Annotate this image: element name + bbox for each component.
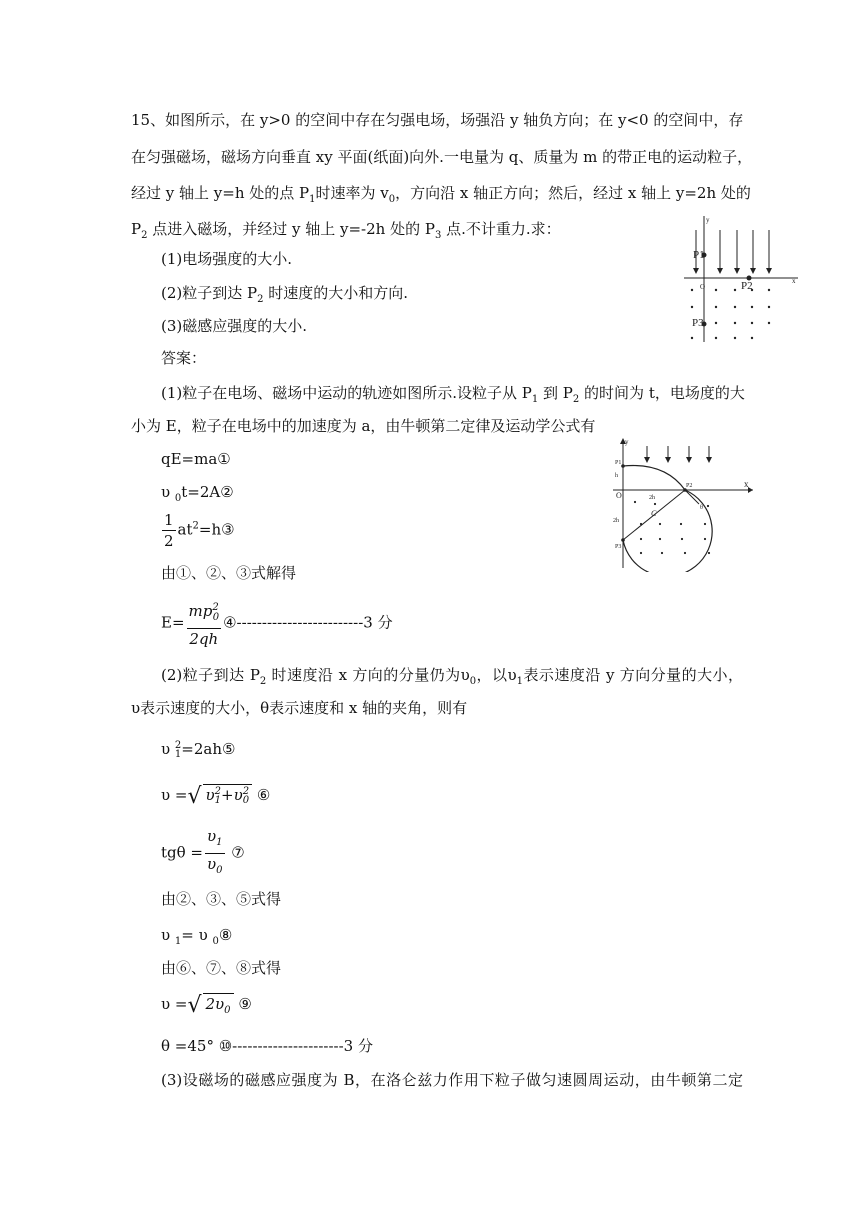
superscript: 2 xyxy=(214,786,221,797)
subscript: 0 xyxy=(224,1005,231,1016)
equation-3 xyxy=(160,510,235,551)
equation-1: qE=ma① xyxy=(161,450,231,468)
text: υ = xyxy=(161,995,188,1013)
subscript: 3 xyxy=(434,230,442,241)
question-1: (1)电场强度的大小. xyxy=(161,250,293,268)
problem-line-3 xyxy=(131,183,751,210)
answer-label: 答案： xyxy=(161,349,207,367)
equation-9 xyxy=(161,993,252,1021)
label-p2: P2 xyxy=(686,483,693,489)
label-center: C xyxy=(651,509,657,518)
question-3: (3)磁感应强度的大小. xyxy=(161,317,308,335)
text: 时速率为 v xyxy=(315,184,389,202)
problem-line-4 xyxy=(131,219,561,246)
solve-step-1: 由①、②、③式解得 xyxy=(161,564,297,582)
equation-2 xyxy=(161,482,234,509)
answer-1-line-2: 小为 E，粒子在电场中的加速度为 a，由牛顿第二定律及运动学公式有 xyxy=(131,417,596,435)
numerator xyxy=(205,826,225,854)
text: υ xyxy=(161,740,175,758)
superscript: 2 xyxy=(212,602,219,613)
text: =h③ xyxy=(198,520,235,539)
subscript: 1 xyxy=(309,194,316,205)
text: +υ xyxy=(221,786,243,804)
subscript: 0 xyxy=(469,676,477,687)
answer-3-line-1: (3)设磁场的磁感应强度为 B，在洛仑兹力作用下粒子做匀速圆周运动，由牛顿第二定 xyxy=(161,1071,743,1089)
label-origin: O xyxy=(700,283,706,291)
subscript: 1 xyxy=(216,837,223,848)
text: υ xyxy=(207,827,217,845)
label-p1: P1 xyxy=(693,249,705,261)
text: = υ xyxy=(181,926,213,944)
text: at xyxy=(177,520,193,539)
text: 在匀强磁场，磁场方向垂直 xy 平面(纸面)向外.一电量为 q、质量为 m 的带正电的运动粒子， xyxy=(131,148,753,166)
subscript: 2 xyxy=(259,676,267,687)
text: tgθ = xyxy=(161,843,203,862)
text: υ xyxy=(161,483,175,501)
text: (2)粒子到达 P xyxy=(161,284,258,302)
subscript: 0 xyxy=(242,795,250,806)
subscript: 0 xyxy=(174,493,182,504)
answer-1-line-1 xyxy=(161,383,743,410)
subscript: 1 xyxy=(214,795,221,806)
text: 表示速度沿 y 方向分量的大小， xyxy=(523,666,744,684)
text: ⑧ xyxy=(218,926,233,944)
label-y: y xyxy=(706,216,710,224)
text: 经过 y 轴上 y=h 处的点 P xyxy=(131,184,310,202)
subscript: 1 xyxy=(531,394,539,405)
solve-step-2: 由②、③、⑤式得 xyxy=(161,890,282,908)
figure-field-diagram xyxy=(680,212,800,344)
label-origin: O xyxy=(616,491,622,500)
label-x: x xyxy=(792,277,796,285)
equation-8 xyxy=(161,925,232,952)
label-theta: θ xyxy=(700,505,703,511)
label-p1: P1 xyxy=(615,460,622,466)
text: 15、如图所示，在 y>0 的空间中存在匀强电场，场强沿 y 轴负方向；在 y<0 的空间中，存 xyxy=(131,111,744,129)
superscript: 2 xyxy=(242,786,250,797)
fraction xyxy=(205,826,225,881)
subscript: 0 xyxy=(212,936,219,947)
label-p2: P2 xyxy=(741,280,753,292)
text: t=2A② xyxy=(181,483,234,501)
text: (2)粒子到达 P xyxy=(161,666,260,684)
text: 的时间为 t，电场度的大 xyxy=(579,384,745,402)
text: ⑦ xyxy=(226,843,245,862)
text: 时速度的大小和方向. xyxy=(263,284,409,302)
numerator xyxy=(187,598,222,629)
numerator: 1 xyxy=(164,511,174,529)
label-2h-vertical: 2h xyxy=(613,518,619,524)
label-y: y xyxy=(625,438,629,446)
question-2 xyxy=(161,283,408,310)
superscript: 2 xyxy=(192,520,199,532)
answer-2-line-2: υ表示速度的大小，θ表示速度和 x 轴的夹角，则有 xyxy=(131,699,468,717)
subscript: 1 xyxy=(174,936,182,947)
label-2h-horizontal: 2h xyxy=(649,495,655,501)
equation-7 xyxy=(161,826,245,881)
radical-sign: √ xyxy=(187,784,202,809)
equation-6 xyxy=(161,784,270,807)
label-x: x xyxy=(744,479,749,489)
text: υ = xyxy=(161,786,188,804)
text: P xyxy=(131,220,142,238)
solve-step-3: 由⑥、⑦、⑧式得 xyxy=(161,959,282,977)
text: 点进入磁场，并经过 y 轴上 y=-2h 处的 P xyxy=(147,220,435,238)
label-p3: P3 xyxy=(615,544,622,550)
subscript: 2 xyxy=(572,394,580,405)
radicand xyxy=(203,784,253,805)
equation-10: θ =45° ⑩----------------------3 分 xyxy=(161,1037,373,1055)
radicand xyxy=(203,993,234,1021)
fraction xyxy=(187,598,222,649)
text: 到 P xyxy=(538,384,573,402)
text: ，方向沿 x 轴正方向；然后，经过 x 轴上 y=2h 处的 xyxy=(395,184,751,202)
text: υ xyxy=(205,786,215,804)
label-h: h xyxy=(615,473,618,479)
equation-4 xyxy=(161,598,393,649)
figure-trajectory-diagram xyxy=(605,432,755,572)
subscript: 2 xyxy=(141,230,148,241)
text: υ xyxy=(161,926,175,944)
denominator xyxy=(205,854,225,881)
text: ④-------------------------3 分 xyxy=(223,613,393,632)
text: 2υ xyxy=(205,995,225,1013)
fraction xyxy=(162,510,176,551)
subscript: 0 xyxy=(212,612,220,623)
text: υ xyxy=(207,855,217,873)
text: ，以υ xyxy=(476,666,517,684)
text: 点.不计重力.求： xyxy=(441,220,561,238)
denominator: 2 xyxy=(164,532,174,550)
text: E= xyxy=(161,613,185,632)
text: 时速度沿 x 方向的分量仍为υ xyxy=(266,666,470,684)
text: ⑨ xyxy=(233,995,252,1013)
problem-line-1 xyxy=(131,110,743,130)
script xyxy=(243,787,249,805)
text: (1)粒子在电场、磁场中运动的轨迹如图所示.设粒子从 P xyxy=(161,384,532,402)
subscript: 0 xyxy=(388,194,396,205)
equation-5 xyxy=(161,739,235,759)
subscript: 1 xyxy=(516,676,523,687)
subscript: 1 xyxy=(174,749,182,760)
subscript: 2 xyxy=(257,294,264,305)
label-p3: P3 xyxy=(692,317,704,329)
problem-line-2 xyxy=(131,147,753,167)
text: ⑥ xyxy=(252,786,271,804)
denominator: 2qh xyxy=(189,630,219,648)
answer-2-line-1 xyxy=(161,665,743,692)
radical-sign: √ xyxy=(187,993,202,1018)
subscript: 0 xyxy=(216,865,223,876)
text: mp xyxy=(188,602,213,620)
text: =2ah⑤ xyxy=(181,740,236,758)
superscript: 2 xyxy=(174,740,182,751)
